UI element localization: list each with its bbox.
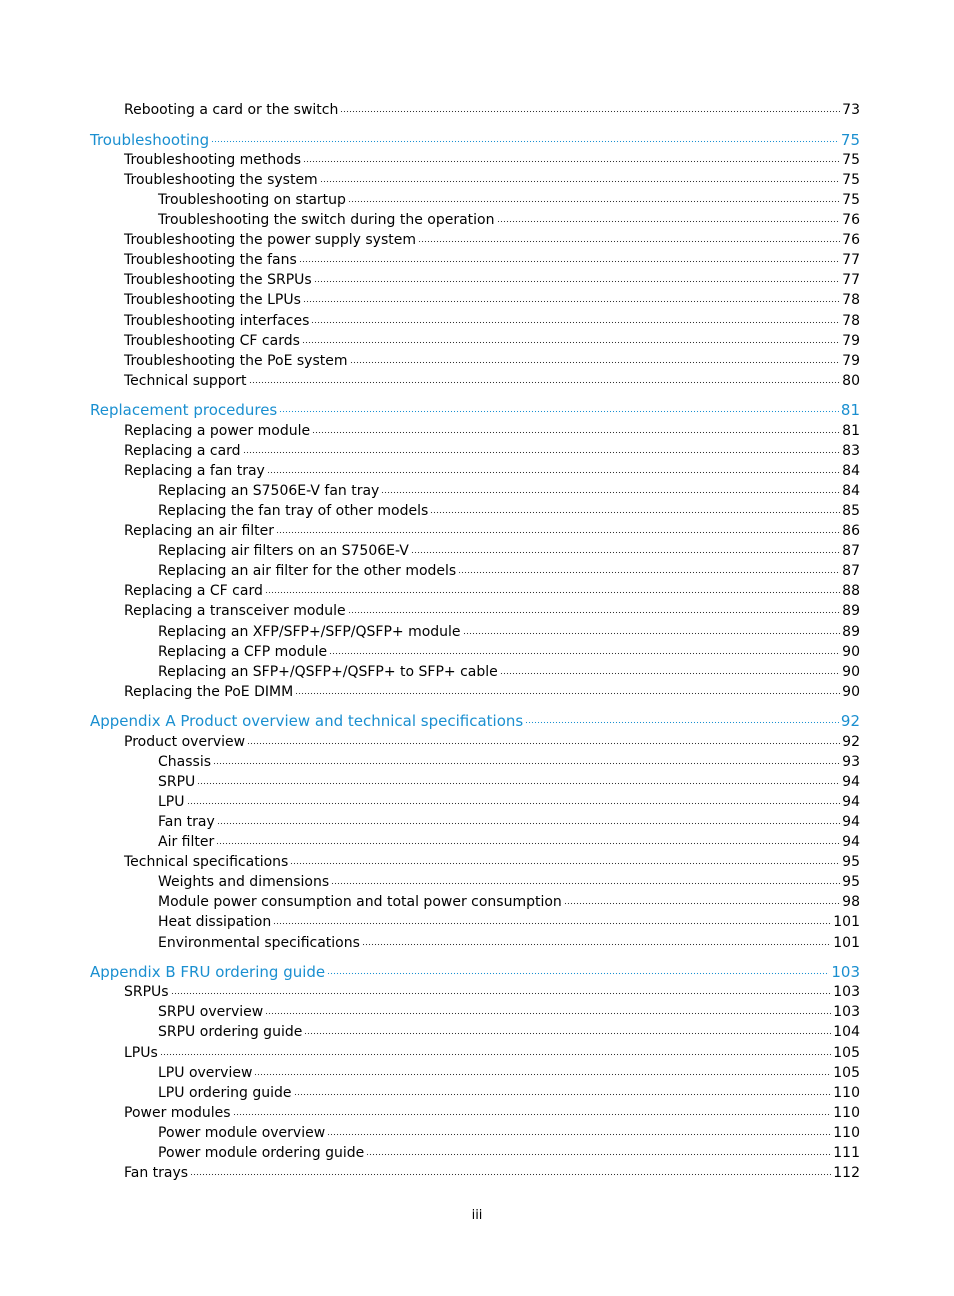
toc-section-entry[interactable] (124, 1163, 860, 1183)
toc-section-entry[interactable] (158, 792, 860, 812)
dot-leader (294, 1092, 832, 1098)
toc-entry-title[interactable]: Replacing an air filter (124, 523, 275, 539)
toc-entry-title[interactable]: Technical support (124, 373, 247, 389)
toc-entry-title[interactable]: Replacing an XFP/SFP+/SFP/QSFP+ module (158, 624, 461, 640)
toc-entry-page-number[interactable]: 95 (842, 854, 860, 870)
toc-entry-page-number[interactable]: 104 (833, 1024, 860, 1040)
toc-section-entry[interactable] (158, 190, 860, 210)
toc-entry-page-number[interactable]: 78 (842, 292, 860, 308)
toc-entry-title[interactable]: Troubleshooting the LPUs (124, 292, 301, 308)
toc-entry-title[interactable]: Replacing a fan tray (124, 463, 265, 479)
toc-section-entry[interactable] (124, 250, 860, 270)
toc-entry-page-number[interactable]: 85 (842, 503, 860, 519)
toc-entry-page-number[interactable]: 87 (842, 543, 860, 559)
toc-entry-title[interactable]: LPU (158, 794, 185, 810)
toc-entry-page-number[interactable]: 75 (842, 152, 860, 168)
toc-entry-title[interactable]: SRPU overview (158, 1004, 264, 1020)
dot-leader (348, 610, 841, 616)
toc-entry-page-number[interactable]: 90 (842, 664, 860, 680)
dot-leader (525, 720, 839, 726)
toc-chapter-entry[interactable] (90, 400, 860, 420)
dot-leader (350, 360, 841, 366)
toc-entry-page-number[interactable]: 88 (842, 583, 860, 599)
toc-entry-page-number[interactable]: 89 (842, 624, 860, 640)
dot-leader (340, 109, 840, 115)
dot-leader (217, 821, 840, 827)
toc-entry-title[interactable]: LPU ordering guide (158, 1085, 292, 1101)
toc-entry-page-number[interactable]: 90 (842, 684, 860, 700)
dot-leader (211, 139, 839, 145)
dot-leader (500, 671, 840, 677)
toc-section-entry[interactable] (124, 331, 860, 351)
toc-entry-title[interactable]: Troubleshooting CF cards (124, 333, 300, 349)
toc-section-entry[interactable] (124, 1043, 860, 1063)
toc-entry-title[interactable]: LPU overview (158, 1065, 253, 1081)
toc-chapter-entry[interactable] (90, 711, 860, 731)
toc-entry-title[interactable]: Module power consumption and total power consumption (158, 894, 562, 910)
dot-leader (362, 942, 831, 948)
toc-entry-page-number[interactable]: 111 (833, 1145, 860, 1161)
toc-entry-title[interactable]: Troubleshooting the SRPUs (124, 272, 312, 288)
dot-leader (190, 1172, 831, 1178)
toc-entry-page-number[interactable]: 103 (831, 963, 860, 981)
toc-section-entry[interactable] (158, 1083, 860, 1103)
toc-entry-title[interactable]: Power modules (124, 1105, 231, 1121)
dot-leader (312, 430, 840, 436)
toc-entry-page-number[interactable]: 110 (833, 1085, 860, 1101)
toc-section-entry[interactable] (158, 832, 860, 852)
toc-section-entry[interactable] (124, 270, 860, 290)
toc-entry-page-number[interactable]: 84 (842, 463, 860, 479)
toc-entry-title[interactable]: Fan trays (124, 1165, 189, 1181)
toc-entry-page-number[interactable]: 94 (842, 814, 860, 830)
dot-leader (254, 1072, 831, 1078)
toc-entry-page-number[interactable]: 105 (833, 1065, 860, 1081)
dot-leader (311, 320, 840, 326)
toc-section-entry[interactable] (124, 461, 860, 481)
toc-section-entry[interactable] (124, 601, 860, 621)
toc-entry-page-number[interactable]: 75 (842, 192, 860, 208)
dot-leader (216, 841, 840, 847)
toc-section-entry[interactable] (158, 872, 860, 892)
toc-section-entry[interactable] (124, 150, 860, 170)
toc-entry-title[interactable]: SRPUs (124, 984, 169, 1000)
dot-leader (302, 340, 840, 346)
dot-leader (327, 1132, 831, 1138)
toc-section-entry[interactable] (124, 732, 860, 752)
toc-entry-title[interactable]: Troubleshooting the system (124, 172, 318, 188)
toc-entry-page-number[interactable]: 77 (842, 272, 860, 288)
dot-leader (303, 299, 840, 305)
dot-leader (314, 279, 840, 285)
toc-entry-title[interactable]: Troubleshooting (90, 131, 210, 149)
toc-entry-page-number[interactable]: 89 (842, 603, 860, 619)
toc-entry-page-number[interactable]: 75 (840, 131, 860, 149)
dot-leader (265, 590, 840, 596)
dot-leader (276, 530, 840, 536)
toc-section-entry[interactable] (158, 541, 860, 561)
toc-entry-title[interactable]: Weights and dimensions (158, 874, 330, 890)
toc-entry-title[interactable]: Replacing the PoE DIMM (124, 684, 294, 700)
toc-entry-title[interactable]: Rebooting a card or the switch (124, 102, 339, 118)
toc-entry-page-number[interactable]: 101 (833, 935, 860, 951)
toc-entry-title[interactable]: Fan tray (158, 814, 215, 830)
dot-leader (381, 490, 840, 496)
dot-leader (243, 450, 841, 456)
dot-leader (279, 409, 839, 415)
toc-section-entry[interactable] (158, 772, 860, 792)
toc-section-entry[interactable] (124, 290, 860, 310)
toc-section-entry[interactable] (158, 933, 860, 953)
toc-entry-page-number[interactable]: 101 (833, 914, 860, 930)
toc-entry-title[interactable]: Troubleshooting methods (124, 152, 302, 168)
toc-entry-page-number[interactable]: 92 (842, 734, 860, 750)
toc-entry-page-number[interactable]: 95 (842, 874, 860, 890)
toc-entry-title[interactable]: Replacing an air filter for the other models (158, 563, 457, 579)
toc-entry-title[interactable]: Replacing a card (124, 443, 241, 459)
toc-section-entry[interactable] (158, 1123, 860, 1143)
toc-entry-title[interactable]: Troubleshooting interfaces (124, 313, 310, 329)
toc-entry-page-number[interactable]: 75 (842, 172, 860, 188)
toc-section-entry[interactable] (158, 752, 860, 772)
toc-section-entry[interactable] (158, 481, 860, 501)
toc-section-entry[interactable] (124, 100, 860, 120)
toc-entry-title[interactable]: Replacing a power module (124, 423, 311, 439)
toc-section-entry[interactable] (124, 852, 860, 872)
toc-entry-page-number[interactable]: 86 (842, 523, 860, 539)
toc-section-entry[interactable] (124, 581, 860, 601)
toc-entry-title[interactable]: Replacing an S7506E-V fan tray (158, 483, 380, 499)
toc-entry-title[interactable]: Appendix A Product overview and technical specifications (90, 712, 524, 730)
toc-entry-page-number[interactable]: 105 (833, 1045, 860, 1061)
page-number: iii (471, 1208, 483, 1223)
dot-leader (267, 470, 840, 476)
toc-section-entry[interactable] (158, 892, 860, 912)
toc-entry-page-number[interactable]: 103 (833, 984, 860, 1000)
dot-leader (171, 991, 832, 997)
dot-leader (458, 570, 840, 576)
toc-entry-title[interactable]: Power module ordering guide (158, 1145, 365, 1161)
dot-leader (327, 971, 829, 977)
toc-section-entry[interactable] (158, 1022, 860, 1042)
toc-section-entry[interactable] (158, 642, 860, 662)
toc-entry-title[interactable]: Troubleshooting the PoE system (124, 353, 348, 369)
toc-entry-title[interactable]: SRPU ordering guide (158, 1024, 303, 1040)
toc-chapter-entry[interactable] (90, 962, 860, 982)
toc-entry-title[interactable]: Chassis (158, 754, 211, 770)
toc-chapter-entry[interactable] (90, 130, 860, 150)
toc-section-entry[interactable] (124, 371, 860, 391)
toc-entry-page-number[interactable]: 112 (833, 1165, 860, 1181)
toc-entry-page-number[interactable]: 78 (842, 313, 860, 329)
dot-leader (348, 199, 840, 205)
toc-section-entry[interactable] (158, 662, 860, 682)
dot-leader (290, 861, 840, 867)
toc-entry-title[interactable]: Power module overview (158, 1125, 326, 1141)
toc-section-entry[interactable] (124, 441, 860, 461)
dot-leader (187, 801, 841, 807)
toc-entry-page-number[interactable]: 79 (842, 353, 860, 369)
toc-entry-page-number[interactable]: 90 (842, 644, 860, 660)
toc-entry-page-number[interactable]: 79 (842, 333, 860, 349)
toc-section-entry[interactable] (124, 421, 860, 441)
toc-entry-title[interactable]: Replacement procedures (90, 401, 278, 419)
dot-leader (411, 550, 840, 556)
toc-entry-page-number[interactable]: 87 (842, 563, 860, 579)
toc-entry-title[interactable]: Troubleshooting the switch during the operation (158, 212, 495, 228)
toc-section-entry[interactable] (158, 912, 860, 932)
dot-leader (331, 881, 840, 887)
toc-entry-title[interactable]: Technical specifications (124, 854, 289, 870)
toc-section-entry[interactable] (124, 170, 860, 190)
toc-section-entry[interactable] (158, 561, 860, 581)
dot-leader (273, 921, 831, 927)
toc-entry-page-number[interactable]: 76 (842, 232, 860, 248)
toc-section-entry[interactable] (124, 311, 860, 331)
dot-leader (366, 1152, 831, 1158)
toc-section-entry[interactable] (158, 812, 860, 832)
toc-entry-page-number[interactable]: 84 (842, 483, 860, 499)
dot-leader (418, 239, 840, 245)
toc-entry-page-number[interactable]: 93 (842, 754, 860, 770)
dot-leader (329, 651, 840, 657)
toc-entry-page-number[interactable]: 81 (842, 423, 860, 439)
toc-entry-page-number[interactable]: 110 (833, 1125, 860, 1141)
toc-section-entry[interactable] (124, 1103, 860, 1123)
dot-leader (197, 781, 840, 787)
toc-entry-title[interactable]: Replacing air filters on an S7506E-V (158, 543, 409, 559)
toc-section-entry[interactable] (158, 210, 860, 230)
toc-entry-title[interactable]: Air filter (158, 834, 215, 850)
dot-leader (160, 1052, 831, 1058)
dot-leader (233, 1112, 832, 1118)
toc-entry-title[interactable]: Troubleshooting the power supply system (124, 232, 416, 248)
dot-leader (463, 631, 841, 637)
toc-entry-title[interactable]: Replacing a transceiver module (124, 603, 346, 619)
toc-entry-page-number[interactable]: 83 (842, 443, 860, 459)
toc-section-entry[interactable] (124, 230, 860, 250)
toc-entry-page-number[interactable]: 94 (842, 834, 860, 850)
dot-leader (299, 259, 840, 265)
toc-section-entry[interactable] (158, 1143, 860, 1163)
toc-entry-title[interactable]: SRPU (158, 774, 196, 790)
toc-entry-page-number[interactable]: 92 (840, 712, 860, 730)
toc-entry-page-number[interactable]: 110 (833, 1105, 860, 1121)
toc-section-entry[interactable] (124, 351, 860, 371)
toc-entry-title[interactable]: Replacing an SFP+/QSFP+/QSFP+ to SFP+ cable (158, 664, 498, 680)
toc-entry-title[interactable]: Replacing a CF card (124, 583, 263, 599)
toc-entry-title[interactable]: Heat dissipation (158, 914, 272, 930)
toc-entry-page-number[interactable]: 80 (842, 373, 860, 389)
toc-entry-page-number[interactable]: 98 (842, 894, 860, 910)
toc-entry-page-number[interactable]: 81 (840, 401, 860, 419)
toc-section-entry[interactable] (158, 501, 860, 521)
toc-entry-page-number[interactable]: 94 (842, 774, 860, 790)
toc-entry-page-number[interactable]: 73 (842, 102, 860, 118)
toc-entry-title[interactable]: Appendix B FRU ordering guide (90, 963, 326, 981)
dot-leader (247, 741, 840, 747)
toc-section-entry[interactable] (124, 982, 860, 1002)
dot-leader (213, 761, 840, 767)
toc-entry-title[interactable]: Replacing the fan tray of other models (158, 503, 429, 519)
toc-entry-page-number[interactable]: 77 (842, 252, 860, 268)
toc-entry-title[interactable]: Environmental specifications (158, 935, 360, 951)
toc-entry-page-number[interactable]: 103 (833, 1004, 860, 1020)
toc-entry-title[interactable]: Troubleshooting on startup (158, 192, 346, 208)
toc-section-entry[interactable] (124, 521, 860, 541)
toc-entry-title[interactable]: Replacing a CFP module (158, 644, 328, 660)
toc-section-entry[interactable] (124, 682, 860, 702)
dot-leader (430, 510, 840, 516)
dot-leader (265, 1011, 831, 1017)
toc-entry-page-number[interactable]: 94 (842, 794, 860, 810)
dot-leader (497, 219, 841, 225)
toc-section-entry[interactable] (158, 1063, 860, 1083)
toc-entry-title[interactable]: Product overview (124, 734, 246, 750)
dot-leader (303, 159, 840, 165)
dot-leader (304, 1031, 831, 1037)
dot-leader (564, 901, 840, 907)
toc-entry-page-number[interactable]: 76 (842, 212, 860, 228)
dot-leader (249, 380, 841, 386)
toc-entry-title[interactable]: LPUs (124, 1045, 158, 1061)
toc-entry-title[interactable]: Troubleshooting the fans (124, 252, 297, 268)
dot-leader (320, 179, 840, 185)
toc-section-entry[interactable] (158, 1002, 860, 1022)
toc-section-entry[interactable] (158, 622, 860, 642)
dot-leader (295, 691, 840, 697)
